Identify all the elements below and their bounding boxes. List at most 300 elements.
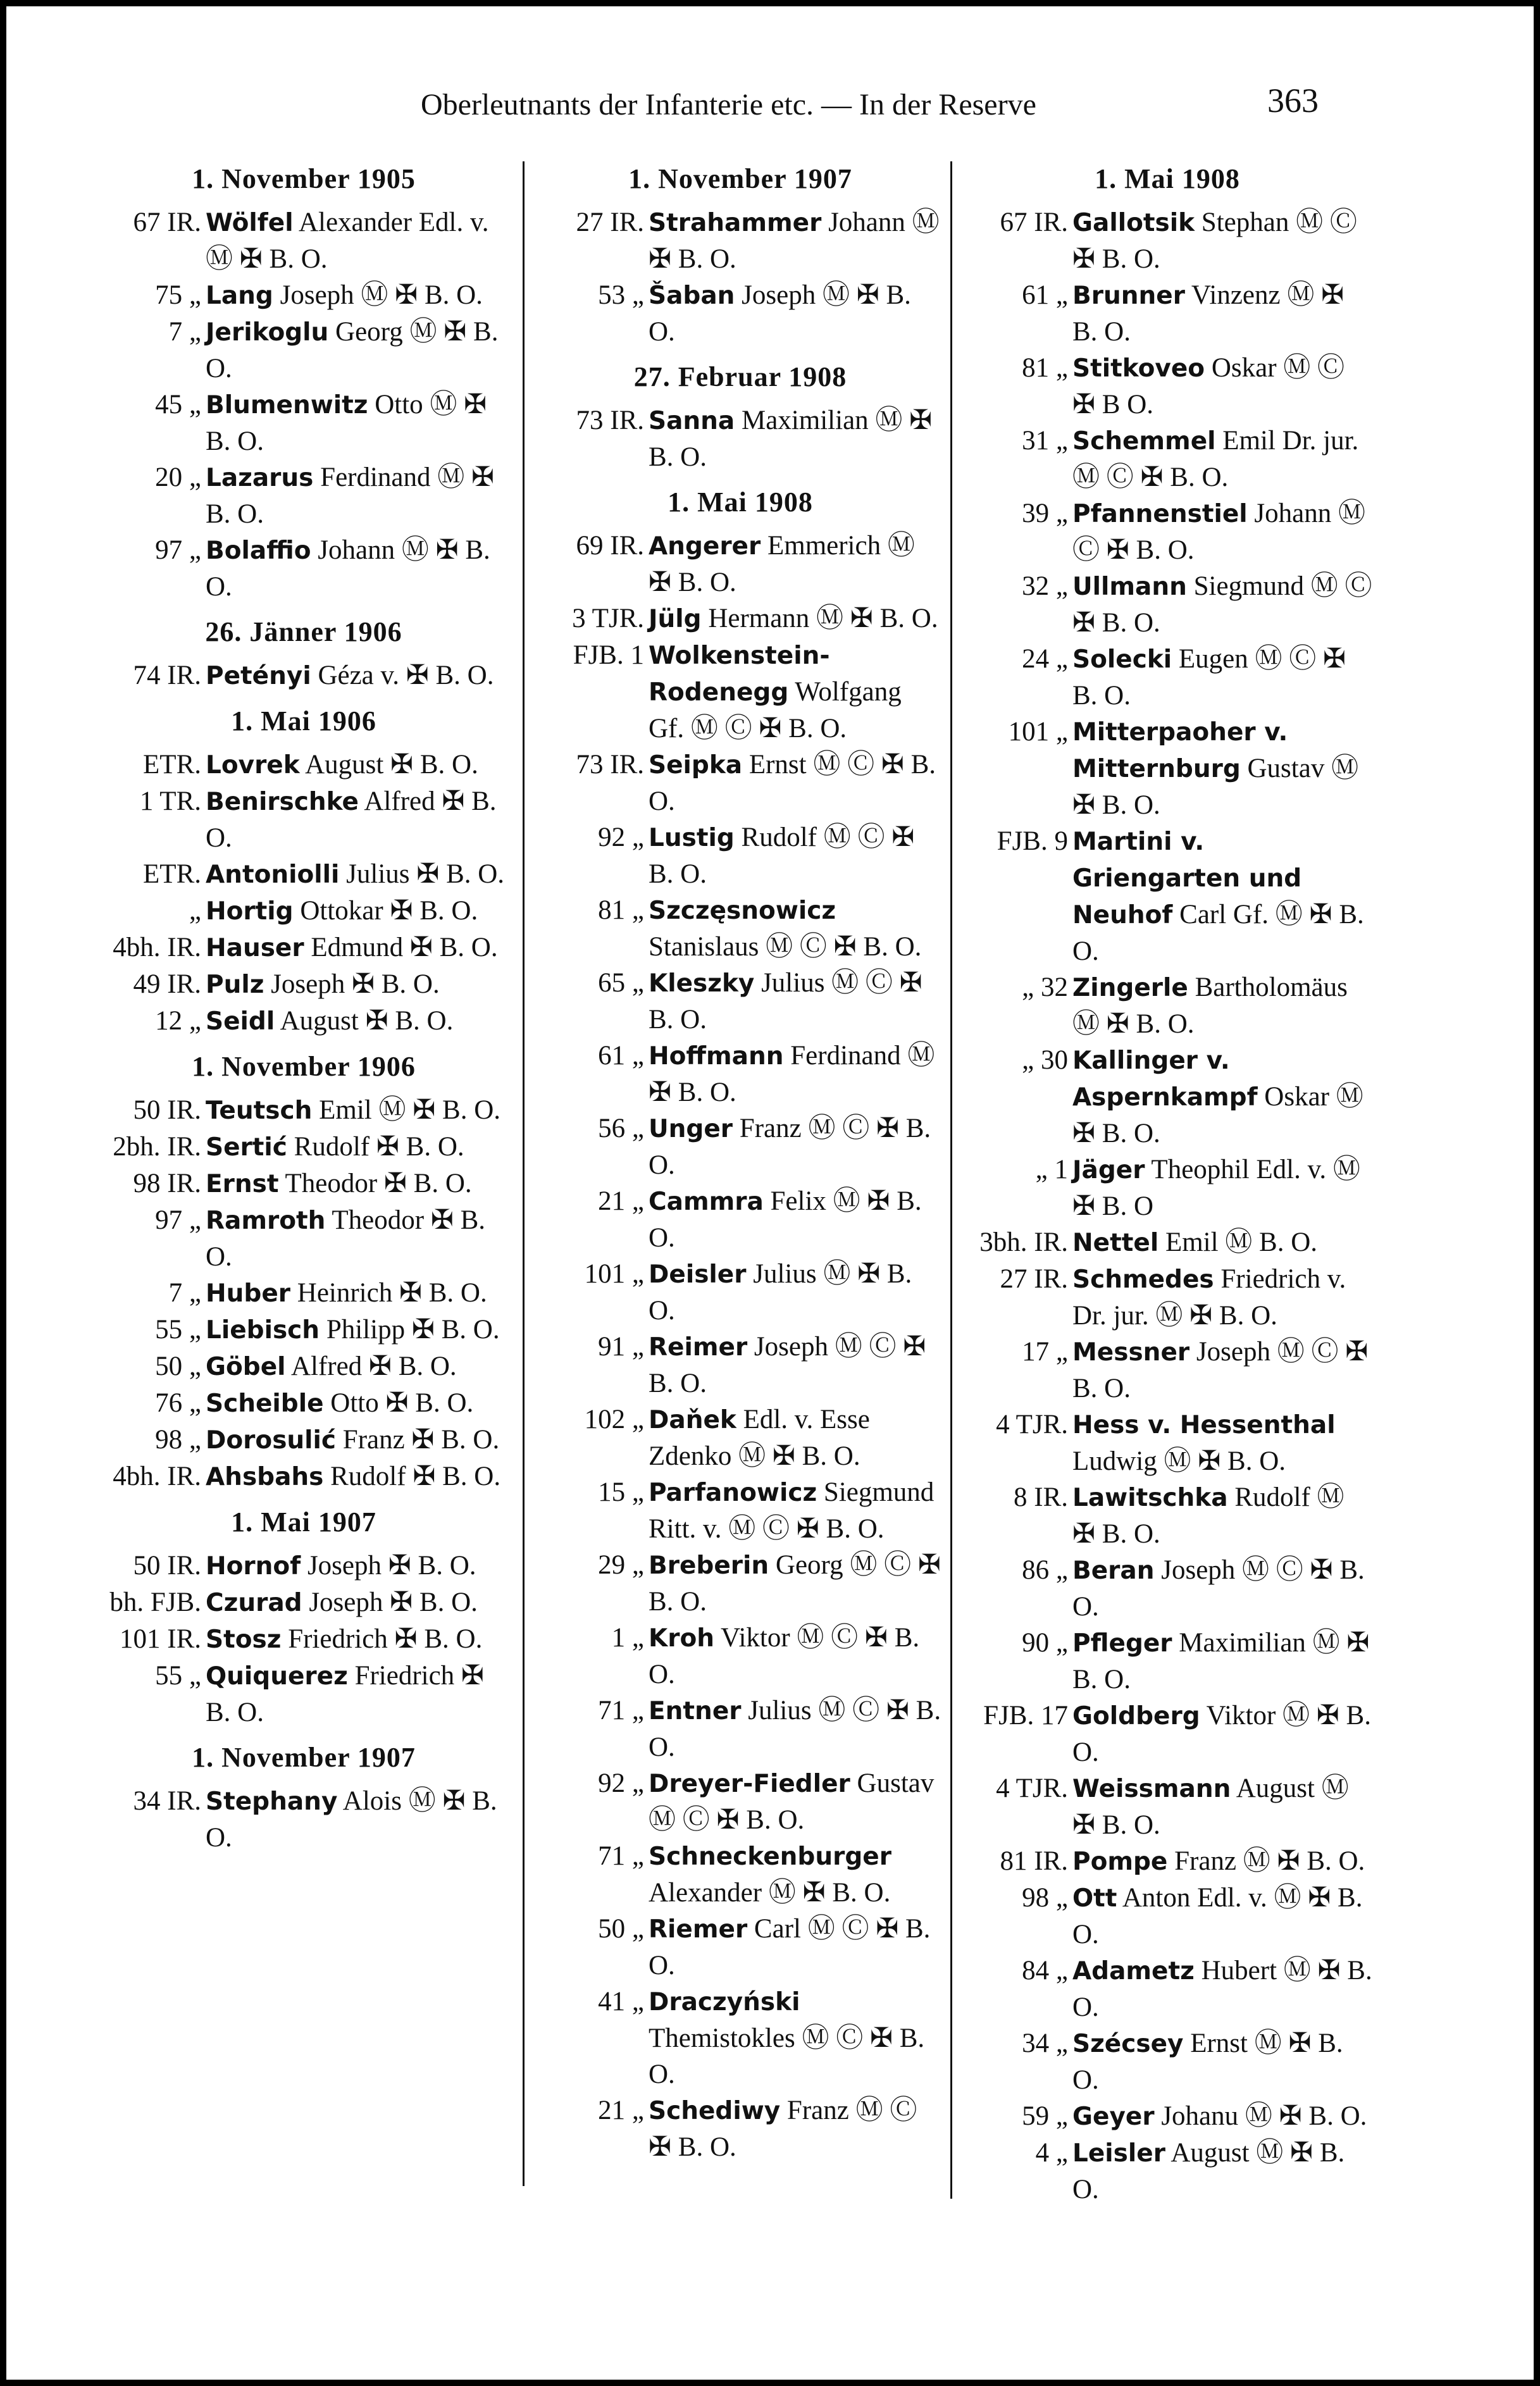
officer-surname: Daňek [649,1406,736,1434]
officer-entry [962,1698,1373,1770]
officer-entry [95,1422,512,1458]
officer-entry [538,1183,943,1256]
officer-entry [95,783,512,856]
officer-details: Emil Ⓜ B. O. [1165,1227,1318,1257]
regiment-label: 59 „ [1022,2101,1068,2131]
regiment-label: 1 TR. [139,786,201,816]
officer-entry [962,1843,1373,1880]
officer-details: Siegmund Ritt. v. Ⓜ Ⓒ ✠ B. O. [649,1477,935,1544]
officer-details: Rudolf ✠ B. O. [330,1462,501,1491]
officer-surname: Göbel [206,1353,286,1381]
officer-entry [538,2092,943,2165]
regiment-label: 50 „ [155,1351,201,1381]
officer-details: Gustav Ⓜ ✠ B. O. [1072,754,1359,820]
officer-details: Theodor ✠ B. O. [206,1205,486,1272]
officer-surname: Breberin [649,1551,769,1580]
regiment-label: 34 IR. [133,1786,201,1816]
officer-details: Friedrich v. Dr. jur. Ⓜ ✠ B. O. [1072,1264,1346,1331]
officer-entry [95,966,512,1003]
officer-entry [538,1911,943,1984]
officer-details: Eugen Ⓜ Ⓒ ✠ B. O. [1072,644,1346,711]
date-heading: 27. Februar 1908 [633,361,847,392]
officer-surname: Jerikoglu [206,318,329,347]
officer-surname: Gallotsik [1072,209,1195,237]
officer-details: Franz Ⓜ ✠ B. O. [1174,1846,1365,1876]
officer-entry [95,929,512,966]
officer-details: Georg Ⓜ ✠ B. O. [206,317,499,383]
officer-details: Franz Ⓜ Ⓒ ✠ B. O. [649,2096,917,2162]
officer-details: Friedrich ✠ B. O. [288,1624,483,1654]
officer-details: August ✠ B. O. [280,1006,454,1036]
officer-entry [95,1348,512,1385]
officer-surname: Cammra [649,1188,764,1216]
regiment-label: 49 IR. [133,969,201,999]
regiment-label: 31 „ [1022,426,1068,456]
officer-entry [538,892,943,965]
officer-details: Georg Ⓜ Ⓒ ✠ B. O. [649,1550,941,1617]
officer-entry [538,1474,943,1547]
officer-details: Ferdinand Ⓜ ✠ B. O. [206,463,495,529]
regiment-label: 29 „ [598,1550,644,1580]
officer-entry [538,1329,943,1401]
officer-entry [962,568,1373,641]
officer-details: Julius Ⓜ Ⓒ ✠ B. O. [649,968,922,1035]
officer-details: Johanu Ⓜ ✠ B. O. [1161,2101,1367,2131]
date-heading: 1. Mai 1906 [231,705,376,736]
regiment-label: 4 „ [1035,2138,1068,2168]
date-heading: 1. November 1907 [628,163,852,194]
officer-surname: Petényi [206,662,311,690]
officer-details: Edmund ✠ B. O. [311,933,498,962]
officer-surname: Parfanowicz [649,1479,817,1507]
officer-surname: Messner [1072,1338,1190,1367]
regiment-label: 21 „ [598,2096,644,2125]
officer-surname: Dreyer-Fiedler [649,1770,850,1798]
officer-surname: Deisler [649,1260,747,1289]
officer-entry [962,423,1373,495]
officer-details: Emmerich Ⓜ ✠ B. O. [649,531,915,597]
regiment-label: 41 „ [598,1987,644,2016]
regiment-label: 76 „ [155,1388,201,1418]
officer-entry [962,1261,1373,1334]
officer-details: Rudolf Ⓜ ✠ B. O. [1072,1482,1344,1549]
officer-details: Viktor Ⓜ Ⓒ ✠ B. O. [649,1623,920,1689]
officer-entry [538,1110,943,1183]
officer-surname: Beran [1072,1556,1155,1585]
regiment-label: 55 „ [155,1661,201,1691]
officer-surname: Jülg [649,605,702,633]
officer-details: August Ⓜ ✠ B. O. [1072,2138,1345,2204]
officer-surname: Schneckenburger [649,1842,891,1871]
regiment-label: 69 IR. [576,531,644,561]
officer-entry [962,2135,1373,2208]
officer-surname: Sertić [206,1133,287,1162]
officer-entry [962,2025,1373,2098]
officer-entry [95,277,512,314]
officer-entry [962,1224,1373,1261]
officer-entry [538,1620,943,1693]
officer-details: Alois Ⓜ ✠ B. O. [206,1786,497,1853]
regiment-label: FJB. 9 [997,826,1068,856]
date-heading: 1. Mai 1908 [1095,163,1240,194]
officer-details: Hubert Ⓜ ✠ B. O. [1072,1956,1372,2022]
regiment-label: 12 „ [155,1006,201,1036]
officer-entry [95,747,512,783]
officer-entry [538,1256,943,1329]
officer-entry [538,1401,943,1474]
officer-details: Joseph Ⓜ Ⓒ ✠ B. O. [1072,1555,1365,1622]
officer-entry [95,1003,512,1040]
officer-entry [962,350,1373,423]
officer-entry [962,641,1373,714]
regiment-label: 101 IR. [120,1624,201,1654]
officer-entry [962,1407,1373,1479]
officer-entry [95,1385,512,1422]
officer-entry [95,1458,512,1495]
regiment-label: „ 1 [1035,1155,1068,1184]
officer-details: Oskar Ⓜ Ⓒ ✠ B O. [1072,353,1345,419]
regiment-label: 50 IR. [133,1095,201,1125]
regiment-label: 56 „ [598,1114,644,1143]
officer-surname: Benirschke [206,788,359,816]
officer-entry [538,1547,943,1620]
regiment-label: 45 „ [155,390,201,419]
officer-surname: Liebisch [206,1316,320,1345]
document-page [6,6,1534,2380]
officer-entry [538,965,943,1038]
officer-entry [962,1552,1373,1625]
officer-entry [95,1165,512,1202]
officer-details: August Ⓜ ✠ B. O. [1072,1774,1349,1840]
officer-surname: Riemer [649,1915,748,1944]
officer-surname: Leisler [1072,2139,1165,2168]
regiment-label: FJB. 17 [983,1701,1068,1730]
column-middle [538,152,943,2165]
officer-details: Johann Ⓜ ✠ B. O. [649,208,940,274]
officer-surname: Huber [206,1279,291,1308]
officer-details: Ernst Ⓜ Ⓒ ✠ B. O. [649,750,936,816]
officer-details: Viktor Ⓜ ✠ B. O. [1072,1701,1371,1767]
regiment-label: 53 „ [598,280,644,310]
officer-surname: Stitkoveo [1072,354,1205,383]
regiment-label: 90 „ [1022,1628,1068,1658]
officer-entry [95,1275,512,1312]
regiment-label: 73 IR. [576,406,644,435]
regiment-label: 73 IR. [576,750,644,780]
officer-surname: Lang [206,282,273,310]
officer-surname: Scheible [206,1389,324,1418]
column-left [95,152,512,1856]
officer-entry [538,1838,943,1911]
officer-details: Joseph Ⓜ ✠ B. O. [649,280,911,347]
officer-details: Stephan Ⓜ Ⓒ ✠ B. O. [1072,208,1357,274]
officer-surname: Wölfel [206,209,294,237]
regiment-label: 71 „ [598,1841,644,1871]
regiment-label: 91 „ [598,1332,644,1362]
regiment-label: 61 „ [598,1041,644,1071]
officer-surname: Bolaffio [206,537,311,565]
officer-entry [538,1038,943,1110]
officer-details: Johann Ⓜ ✠ B. O. [206,535,490,602]
officer-details: Alfred ✠ B. O. [290,1351,457,1381]
officer-surname: Pulz [206,971,264,999]
officer-entry [538,1693,943,1765]
officer-details: Theophil Edl. v. Ⓜ ✠ B. O [1072,1155,1360,1221]
regiment-label: 32 „ [1022,571,1068,601]
officer-surname: Strahammer [649,209,822,237]
officer-entry [962,969,1373,1042]
regiment-label: 3 TJR. [572,604,644,633]
officer-details: Theodor ✠ B. O. [285,1169,472,1198]
regiment-label: „ [189,896,201,926]
officer-entry [95,532,512,605]
officer-surname: Lawitschka [1072,1484,1228,1512]
officer-surname: Angerer [649,532,761,561]
officer-surname: Ullmann [1072,573,1187,601]
officer-details: Emil Dr. jur. Ⓜ Ⓒ ✠ B. O. [1072,426,1359,492]
officer-entry [95,1783,512,1856]
officer-entry [95,459,512,532]
regiment-label: 4bh. IR. [113,933,201,962]
regiment-label: 98 „ [1022,1883,1068,1913]
date-heading: 1. November 1906 [192,1051,416,1082]
officer-surname: Kleszky [649,969,755,998]
regiment-label: 81 IR. [1000,1846,1068,1876]
regiment-label: 98 „ [155,1425,201,1455]
officer-details: Rudolf Ⓜ Ⓒ ✠ B. O. [649,823,915,889]
column-divider [950,161,952,2199]
officer-surname: Schediwy [649,2097,781,2125]
officer-details: Joseph Ⓜ Ⓒ ✠ B. O. [1072,1337,1369,1403]
officer-details: Edl. v. Esse Zdenko Ⓜ ✠ B. O. [649,1405,870,1471]
regiment-label: 101 „ [584,1259,644,1289]
officer-details: Johann Ⓜ Ⓒ ✠ B. O. [1072,499,1365,565]
officer-surname: Geyer [1072,2103,1155,2131]
regiment-label: 1 „ [611,1623,644,1653]
officer-surname: Teutsch [206,1097,313,1125]
officer-surname: Sanna [649,407,735,435]
officer-entry [962,204,1373,277]
officer-entry [95,1092,512,1129]
officer-details: Carl Gf. Ⓜ ✠ B. O. [1072,900,1364,966]
regiment-label: 7 „ [168,317,201,347]
officer-entry [538,204,943,277]
officer-details: Joseph ✠ B. O. [271,969,440,999]
officer-details: Gustav Ⓜ Ⓒ ✠ B. O. [649,1768,935,1835]
regiment-label: 4 TJR. [996,1410,1068,1439]
officer-details: Maximilian Ⓜ ✠ B. O. [649,406,933,472]
regiment-label: 17 „ [1022,1337,1068,1367]
column-right [962,152,1373,2208]
officer-details: Maximilian Ⓜ ✠ B. O. [1072,1628,1370,1694]
regiment-label: 67 IR. [1000,208,1068,237]
officer-details: Themistokles Ⓜ Ⓒ ✠ B. O. [649,2023,925,2089]
officer-details: Siegmund Ⓜ Ⓒ ✠ B. O. [1072,571,1372,638]
regiment-label: 21 „ [598,1186,644,1216]
officer-surname: Hoffmann [649,1042,784,1071]
regiment-label: 101 „ [1008,717,1068,747]
officer-entry [962,1479,1373,1552]
regiment-label: 24 „ [1022,644,1068,674]
officer-entry [95,657,512,694]
officer-entry [962,1953,1373,2025]
regiment-label: 55 „ [155,1315,201,1345]
officer-surname: Wolkenstein-Rodenegg [649,642,830,707]
officer-details: Oskar Ⓜ ✠ B. O. [1072,1082,1363,1148]
regiment-label: 20 „ [155,463,201,492]
regiment-label: 15 „ [598,1477,644,1507]
officer-details: August ✠ B. O. [305,750,478,780]
officer-details: Wolfgang Gf. Ⓜ Ⓒ ✠ B. O. [649,677,902,743]
officer-entry [538,1765,943,1838]
regiment-label: „ 32 [1022,972,1068,1002]
officer-entry [538,819,943,892]
regiment-label: 3bh. IR. [979,1227,1068,1257]
officer-surname: Stosz [206,1625,282,1654]
officer-details: Alexander Edl. v. Ⓜ ✠ B. O. [206,208,489,274]
officer-surname: Hess v. Hessenthal [1072,1411,1336,1439]
officer-entry [95,856,512,893]
officer-surname: Ott [1072,1884,1117,1913]
officer-entry [962,277,1373,350]
officer-details: Ernst Ⓜ ✠ B. O. [1072,2029,1343,2095]
officer-surname: Schmedes [1072,1265,1214,1294]
officer-entry [95,1584,512,1621]
officer-surname: Brunner [1072,282,1185,310]
officer-details: Otto Ⓜ ✠ B. O. [206,390,487,456]
officer-surname: Ramroth [206,1207,326,1235]
officer-details: Julius ✠ B. O. [346,859,505,889]
regiment-label: 98 IR. [133,1169,201,1198]
regiment-label: 74 IR. [133,661,201,690]
officer-entry [962,1880,1373,1953]
officer-entry [962,1770,1373,1843]
officer-details: Joseph Ⓜ Ⓒ ✠ B. O. [649,1332,926,1398]
officer-surname: Reimer [649,1333,748,1362]
officer-surname: Hornof [206,1552,301,1581]
officer-details: Julius Ⓜ ✠ B. O. [649,1259,912,1326]
regiment-label: 50 IR. [133,1551,201,1581]
officer-details: Ottokar ✠ B. O. [300,896,478,926]
officer-surname: Goldberg [1072,1702,1200,1730]
officer-details: Joseph ✠ B. O. [307,1551,476,1581]
officer-surname: Ernst [206,1170,279,1198]
officer-details: Emil Ⓜ ✠ B. O. [319,1095,501,1125]
officer-entry [95,1621,512,1658]
date-heading: 26. Jänner 1906 [205,616,402,647]
officer-entry [962,1334,1373,1407]
regiment-label: 27 IR. [576,208,644,237]
regiment-label: 92 „ [598,823,644,852]
officer-details: Ludwig Ⓜ ✠ B. O. [1072,1446,1286,1476]
officer-entry [95,387,512,459]
officer-details: Anton Edl. v. Ⓜ ✠ B. O. [1072,1883,1363,1949]
officer-entry [962,495,1373,568]
officer-entry [538,528,943,600]
officer-details: Friedrich ✠ B. O. [206,1661,484,1727]
officer-surname: Seidl [206,1007,275,1036]
officer-surname: Mitterpaoher v. Mitternburg [1072,718,1288,783]
officer-entry [538,637,943,747]
officer-surname: Adametz [1072,1957,1195,1985]
officer-entry [95,1202,512,1275]
officer-entry [962,1152,1373,1224]
officer-surname: Pfannenstiel [1072,500,1248,528]
officer-surname: Schemmel [1072,427,1216,456]
officer-details: Felix Ⓜ ✠ B. O. [649,1186,922,1253]
regiment-label: 4bh. IR. [113,1462,201,1491]
regiment-label: 97 „ [155,1205,201,1235]
officer-details: Julius Ⓜ Ⓒ ✠ B. O. [649,1696,941,1762]
date-heading: 1. Mai 1907 [231,1507,376,1538]
officer-surname: Lazarus [206,464,314,492]
officer-entry [962,823,1373,969]
officer-entry [95,893,512,929]
regiment-label: 2bh. IR. [113,1132,201,1162]
officer-details: Joseph Ⓜ ✠ B. O. [280,280,483,310]
officer-entry [95,1312,512,1348]
regiment-label: FJB. 1 [573,640,644,670]
regiment-label: 81 „ [598,895,644,925]
regiment-label: 50 „ [598,1914,644,1944]
officer-details: Géza v. ✠ B. O. [318,661,494,690]
officer-details: Rudolf ✠ B. O. [294,1132,464,1162]
officer-surname: Unger [649,1115,733,1143]
officer-details: Bartholomäus Ⓜ ✠ B. O. [1072,972,1348,1039]
regiment-label: 102 „ [584,1405,644,1434]
officer-entry [962,2098,1373,2135]
regiment-label: 71 „ [598,1696,644,1725]
regiment-label: 65 „ [598,968,644,998]
officer-surname: Entner [649,1697,742,1725]
officer-entry [538,1984,943,2092]
officer-surname: Martini v. Griengarten und Neuhof [1072,828,1302,929]
officer-details: Alexander Ⓜ ✠ B. O. [649,1878,891,1908]
officer-surname: Pompe [1072,1848,1168,1876]
officer-surname: Quiquerez [206,1662,348,1691]
officer-surname: Draczyński [649,1988,800,2016]
officer-surname: Antoniolli [206,861,340,889]
officer-entry [95,314,512,387]
date-heading: 1. November 1907 [192,1742,416,1773]
officer-entry [95,204,512,277]
regiment-label: 97 „ [155,535,201,565]
officer-entry [538,747,943,819]
officer-surname: Hortig [206,897,294,926]
officer-entry [95,1658,512,1730]
officer-surname: Solecki [1072,645,1172,674]
officer-entry [962,1042,1373,1152]
officer-details: Otto ✠ B. O. [330,1388,474,1418]
officer-details: Heinrich ✠ B. O. [297,1278,487,1308]
regiment-label: 61 „ [1022,280,1068,310]
regiment-label: 86 „ [1022,1555,1068,1585]
regiment-label: 92 „ [598,1768,644,1798]
regiment-label: 7 „ [168,1278,201,1308]
page-number: 363 [1267,82,1319,120]
regiment-label: 4 TJR. [996,1774,1068,1803]
regiment-label: „ 30 [1022,1045,1068,1075]
officer-entry [538,402,943,475]
officer-details: Ferdinand Ⓜ ✠ B. O. [649,1041,935,1107]
regiment-label: 84 „ [1022,1956,1068,1985]
officer-surname: Ahsbahs [206,1463,324,1491]
officer-surname: Šaban [649,282,735,310]
regiment-label: bh. FJB. [109,1588,201,1617]
regiment-label: ETR. [143,750,201,780]
officer-surname: Kroh [649,1624,715,1653]
regiment-label: ETR. [143,859,201,889]
